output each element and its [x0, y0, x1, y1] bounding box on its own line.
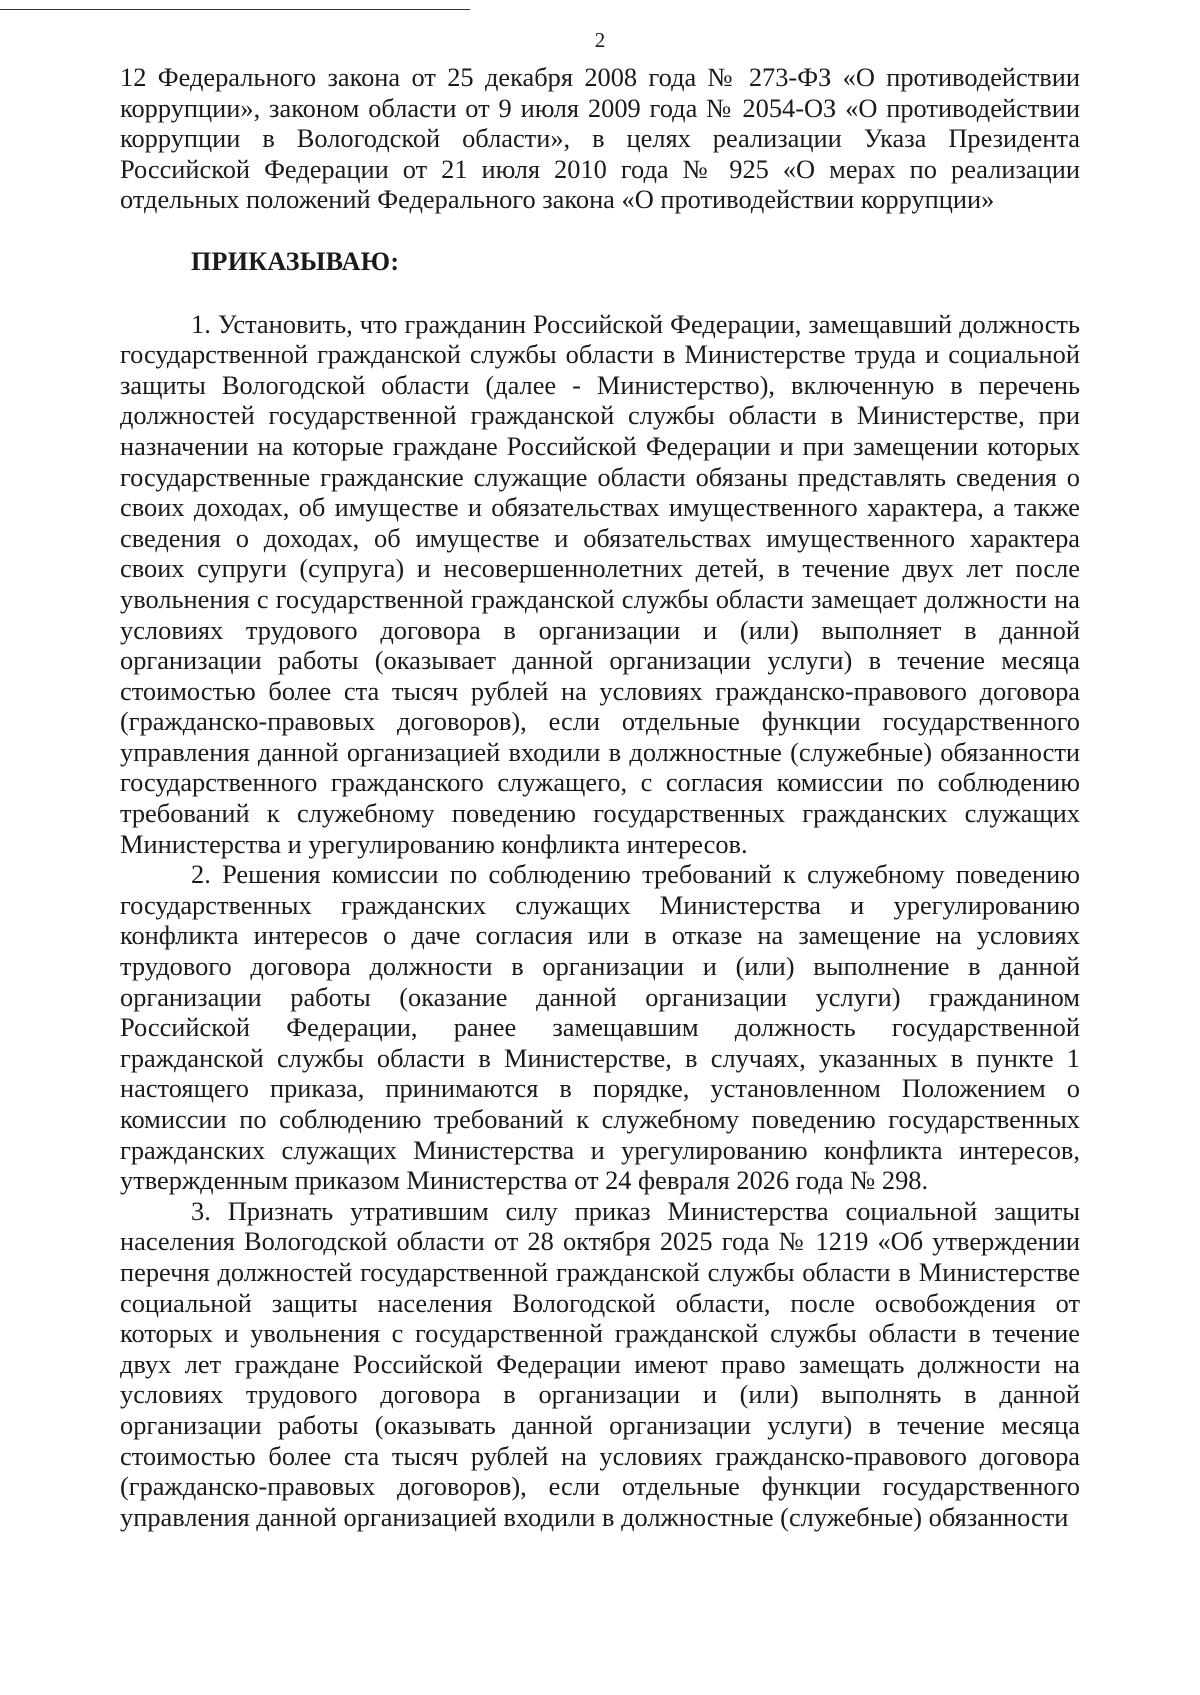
- page-number: 2: [594, 28, 606, 52]
- paragraph-item-2: 2. Решения комиссии по соблюдению требований к служебному поведению государственных гражданских служащих Министерства и урегулированию конфликта интересов о даче согласия или в отказе на замещение на условиях трудового договора должности в организации и (или) выполнение в данной организации работы (оказание данной организации услуги) гражданином Российской Федерации, ранее замещавшим должность государственной гражданской службы области в Министерстве, в случаях, указанных в пункте 1 настоящего приказа, принимаются в порядке, установленном Положением о комиссии по соблюдению требований к служебному поведению государственных гражданских служащих Министерства и урегулированию конфликта интересов, утвержденным приказом Министерства от 24 февраля 2026 года № 298.: [120, 859, 1080, 1196]
- paragraph-item-1: 1. Установить, что гражданин Российской Федерации, замещавший должность государственной гражданской службы области в Министерстве труда и социальной защиты Вологодской области (далее - Министерство), включенную в перечень должностей государственной гражданской службы области в Министерстве, при назначении на которые граждане Российской Федерации и при замещении которых государственные гражданские служащие области обязаны представлять сведения о своих доходах, об имуществе и обязательствах имущественного характера, а также сведения о доходах, об имуществе и обязательствах имущественного характера своих супруги (супруга) и несовершеннолетних детей, в течение двух лет после увольнения с государственной гражданской службы области замещает должности на условиях трудового договора в организации и (или) выполняет в данной организации работы (оказывает данной организации услуги) в течение месяца стоимостью более ста тысяч рублей на условиях гражданско-правового договора (гражданско-правовых договоров), если отдельные функции государственного управления данной организацией входили в должностные (служебные) обязанности государственного гражданского служащего, с согласия комиссии по соблюдению требований к служебному поведению государственных гражданских служащих Министерства и урегулированию конфликта интересов.: [120, 308, 1080, 859]
- paragraph-item-3: 3. Признать утратившим силу приказ Министерства социальной защиты населения Вологодской области от 28 октября 2025 года № 1219 «Об утверждении перечня должностей государственной гражданской службы области в Министерстве социальной защиты населения Вологодской области, после освобождения от которых и увольнения с государственной гражданской службы области в течение двух лет граждане Российской Федерации имеют право замещать должности на условиях трудового договора в организации и (или) выполнять в данной организации работы (оказывать данной организации услуги) в течение месяца стоимостью более ста тысяч рублей на условиях гражданско-правового договора (гражданско-правовых договоров), если отдельные функции государственного управления данной организацией входили в должностные (служебные) обязанности: [120, 1195, 1080, 1532]
- order-heading: ПРИКАЗЫВАЮ:: [191, 246, 400, 276]
- document-body: [120, 62, 1080, 1532]
- intro-paragraph: 12 Федерального закона от 25 декабря 2008 года № 273-ФЗ «О противодействии коррупции», законом области от 9 июля 2009 года № 2054-ОЗ «О противодействии коррупции в Вологодской области», в целях реализации Указа Президента Российской Федерации от 21 июля 2010 года № 925 «О мерах по реализации отдельных положений Федерального закона «О противодействии коррупции»: [120, 62, 1080, 215]
- top-divider-line: [0, 9, 470, 10]
